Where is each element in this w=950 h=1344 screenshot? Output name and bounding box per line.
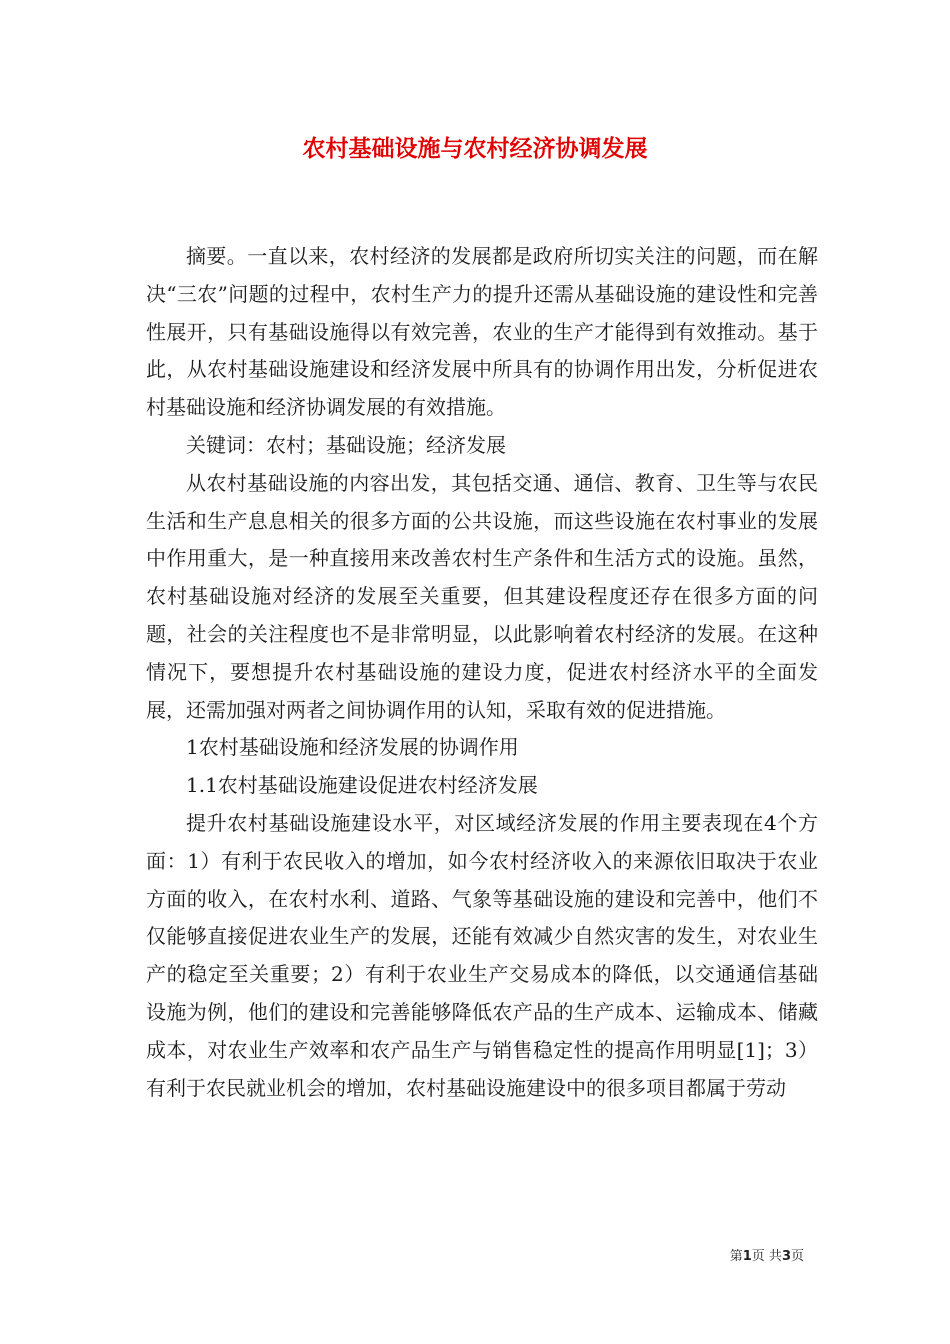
- section-heading-1: 1农村基础设施和经济发展的协调作用: [186, 735, 519, 760]
- abstract-paragraph: 摘要。一直以来，农村经济的发展都是政府所切实关注的问题，而在解决“三农”问题的过程中，农村生产力的提升还需从基础设施的建设性和完善性展开，只有基础设施得以有效完善，农业的生产才能得到有效推动。基于此，从农村基础设施建设和经济发展中所具有的协调作用出发，分析促进农村基础设施和经济协调发展的有效措施。: [146, 244, 818, 420]
- subsection-heading-1-1: 1.1农村基础设施建设促进农村经济发展: [186, 773, 538, 798]
- page-footer: [730, 1248, 804, 1266]
- footer-middle: 页 共: [751, 1249, 782, 1264]
- footer-current-page: 1: [742, 1249, 752, 1264]
- footer-suffix: 页: [790, 1249, 804, 1264]
- body-paragraph: 提升农村基础设施建设水平，对区域经济发展的作用主要表现在4个方面：1）有利于农民收入的增加，如今农村经济收入的来源依旧取决于农业方面的收入，在农村水利、道路、气象等基础设施的建设和完善中，他们不仅能够直接促进农业生产的发展，还能有效减少自然灾害的发生，对农业生产的稳定至关重要；2）有利于农业生产交易成本的降低，以交通通信基础设施为例，他们的建设和完善能够降低农产品的生产成本、运输成本、储藏成本，对农业生产效率和农产品生产与销售稳定性的提高作用明显[1]；3）有利于农民就业机会的增加，农村基础设施建设中的很多项目都属于劳动: [146, 810, 818, 1100]
- footer-prefix: 第: [729, 1249, 743, 1264]
- intro-paragraph: 从农村基础设施的内容出发，其包括交通、通信、教育、卫生等与农民生活和生产息息相关的很多方面的公共设施，而这些设施在农村事业的发展中作用重大，是一种直接用来改善农村生产条件和生活方式的设施。虽然，农村基础设施对经济的发展至关重要，但其建设程度还存在很多方面的问题，社会的关注程度也不是非常明显，以此影响着农村经济的发展。在这种情况下，要想提升农村基础设施的建设力度，促进农村经济水平的全面发展，还需加强对两者之间协调作用的认知，采取有效的促进措施。: [146, 470, 818, 722]
- document-body: [146, 238, 818, 1107]
- keywords-paragraph: 关键词：农村；基础设施；经济发展: [186, 432, 506, 457]
- document-title: 农村基础设施与农村经济协调发展: [302, 136, 648, 162]
- footer-total-pages: 3: [781, 1249, 791, 1264]
